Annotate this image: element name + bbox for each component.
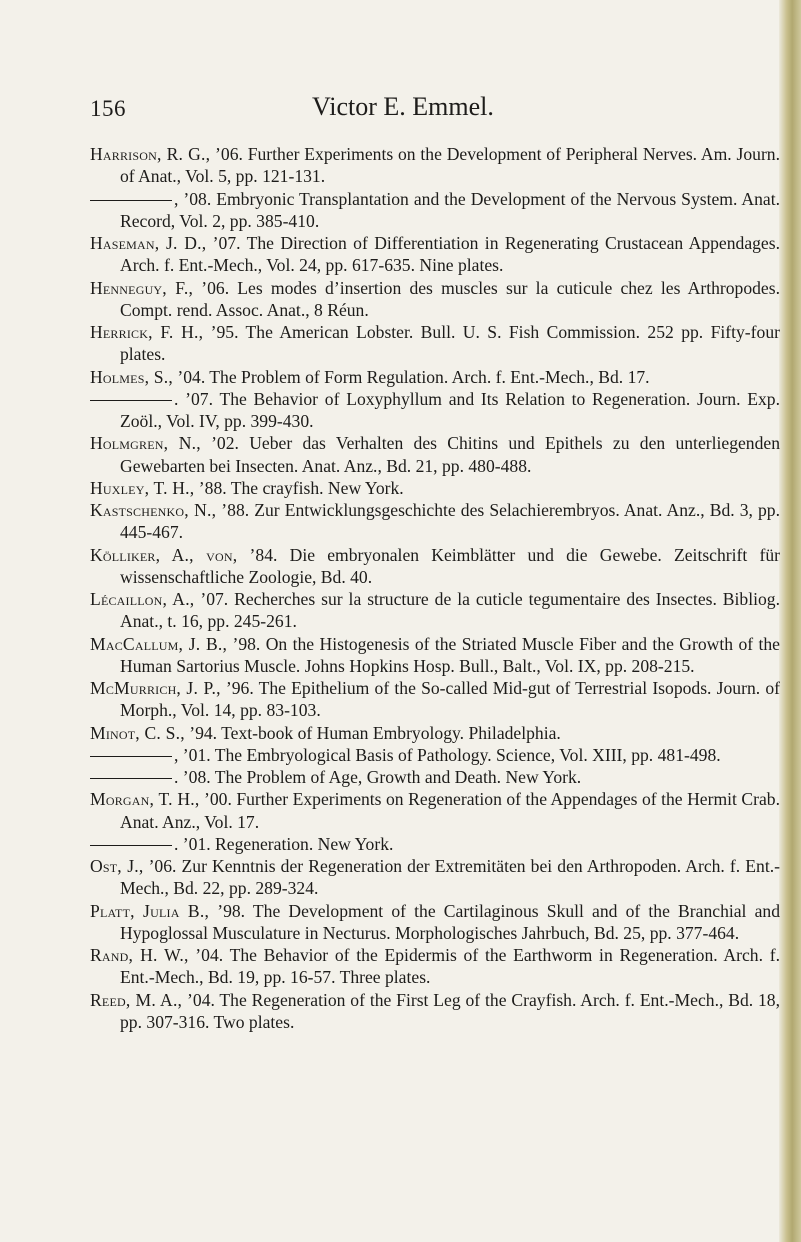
reference-text: ’98. On the Histogenesis of the Striated Muscle Fiber and the Growth of the Human Sartorius Muscle. Johns Hopkins Hosp. Bull., Balt., Vol. IX, pp. 208-215.: [120, 633, 780, 676]
ditto-dash: [90, 845, 172, 846]
reference-entry: [90, 766, 780, 788]
reference-author: Holmes, S.,: [90, 366, 173, 387]
reference-text: ’06. Zur Kenntnis der Regeneration der Extremitäten bei den Arthropoden. Arch. f. Ent.-Mech., Bd. 22, pp. 289-324.: [120, 856, 780, 899]
reference-author: Harrison, R. G.,: [90, 144, 211, 164]
reference-author: MacCallum, J. B.,: [90, 633, 228, 654]
reference-text: ’88. The crayfish. New York.: [194, 477, 404, 498]
reference-text: ’07. Recherches sur la structure de la cuticle tegumentaire des Insectes. Bibliog. Anat., t. 16, pp. 245-261.: [120, 589, 780, 632]
reference-entry: [90, 788, 780, 833]
reference-author: Holmgren, N.,: [90, 433, 201, 454]
reference-author: Kölliker, A., von,: [90, 544, 238, 565]
reference-author: Henneguy, F.,: [90, 277, 194, 298]
ditto-dash: [90, 200, 172, 201]
reference-author: Rand, H. W.,: [90, 945, 189, 965]
reference-author: Haseman, J. D.,: [90, 233, 207, 253]
reference-entry: [90, 677, 780, 722]
reference-entry: [90, 744, 780, 766]
reference-entry: [90, 232, 780, 277]
reference-text: ’00. Further Experiments on Regeneration of the Appendages of the Hermit Crab. Anat. Anz., Vol. 17.: [120, 789, 780, 832]
reference-text: ’07. The Direction of Differentiation in Regenerating Crustacean Appendages. Arch. f. Ent.-Mech., Vol. 24, pp. 617-635. Nine plates.: [120, 233, 780, 276]
reference-text: ’96. The Epithelium of the So-called Mid-gut of Terrestrial Isopods. Journ. of Morph., Vol. 14, pp. 83-103.: [120, 678, 780, 721]
reference-author: Ost, J.,: [90, 856, 144, 876]
reference-entry: [90, 544, 780, 589]
reference-entry: [90, 188, 780, 233]
reference-entry: [90, 900, 780, 945]
reference-text: ’98. The Development of the Cartilaginous Skull and of the Branchial and Hypoglossal Musculature in Necturus. Morphologisches Jahrbuch, Bd. 25, pp. 377-464.: [120, 900, 780, 943]
reference-text: ’94. Text-book of Human Embryology. Philadelphia.: [184, 722, 561, 743]
page-edge-shadow: [779, 0, 801, 1242]
page-header: [90, 78, 780, 121]
reference-author: Platt, Julia B.,: [90, 900, 210, 921]
reference-entry: [90, 277, 780, 322]
reference-entry: [90, 366, 780, 388]
reference-author: Minot, C. S.,: [90, 722, 185, 743]
reference-text: . ’01. Regeneration. New York.: [174, 833, 394, 854]
reference-list: [90, 143, 780, 1033]
reference-text: . ’08. The Problem of Age, Growth and Death. New York.: [174, 767, 582, 787]
reference-text: ’88. Zur Entwicklungsgeschichte des Selachierembryos. Anat. Anz., Bd. 3, pp. 445-467.: [120, 500, 781, 543]
ditto-dash: [90, 756, 172, 757]
reference-text: ’04. The Regeneration of the First Leg of the Crayfish. Arch. f. Ent.-Mech., Bd. 18, pp. 307-316. Two plates.: [120, 989, 781, 1032]
ditto-dash: [90, 778, 172, 779]
reference-entry: [90, 321, 780, 366]
reference-text: ’02. Ueber das Verhalten des Chitins und Epithels zu den unterliegenden Gewebarten bei Insecten. Anat. Anz., Bd. 21, pp. 480-488.: [120, 433, 781, 476]
ditto-dash: [90, 400, 172, 401]
reference-text: , ’08. Embryonic Transplantation and the Development of the Nervous System. Anat. Record, Vol. 2, pp. 385-410.: [120, 188, 780, 231]
reference-entry: [90, 722, 780, 744]
reference-entry: [90, 633, 780, 678]
reference-text: , ’01. The Embryological Basis of Pathology. Science, Vol. XIII, pp. 481-498.: [174, 744, 721, 765]
reference-entry: [90, 388, 780, 433]
reference-text: . ’07. The Behavior of Loxyphyllum and Its Relation to Regeneration. Journ. Exp. Zoöl., Vol. IV, pp. 399-430.: [120, 388, 780, 431]
reference-author: Herrick, F. H.,: [90, 322, 204, 342]
reference-entry: [90, 944, 780, 989]
reference-entry: [90, 989, 780, 1034]
reference-entry: [90, 833, 780, 855]
reference-author: Kastschenko, N.,: [90, 500, 217, 520]
reference-text: ’95. The American Lobster. Bull. U. S. Fish Commission. 252 pp. Fifty-four plates.: [120, 322, 780, 365]
reference-entry: [90, 499, 780, 544]
reference-entry: [90, 855, 780, 900]
page-number: 156: [90, 96, 126, 121]
running-title: Victor E. Emmel.: [312, 92, 494, 121]
reference-text: ’06. Further Experiments on the Development of Peripheral Nerves. Am. Journ. of Anat., Vol. 5, pp. 121-131.: [120, 144, 781, 187]
reference-author: Huxley, T. H.,: [90, 477, 195, 498]
reference-author: Lécaillon, A.,: [90, 589, 195, 609]
reference-text: ’04. The Behavior of the Epidermis of the Earthworm in Regeneration. Arch. f. Ent.-Mech., Bd. 19, pp. 16-57. Three plates.: [120, 945, 780, 988]
reference-author: Reed, M. A.,: [90, 989, 183, 1010]
reference-entry: [90, 588, 780, 633]
reference-entry: [90, 432, 780, 477]
reference-text: ’04. The Problem of Form Regulation. Arch. f. Ent.-Mech., Bd. 17.: [172, 366, 650, 387]
reference-text: ’84. Die embryonalen Keimblätter und die Gewebe. Zeitschrift für wissenschaftliche Zoologie, Bd. 40.: [120, 544, 780, 587]
reference-entry: [90, 143, 780, 188]
reference-author: Morgan, T. H.,: [90, 789, 200, 810]
reference-entry: [90, 477, 780, 499]
reference-text: ’06. Les modes d’insertion des muscles sur la cuticule chez les Arthropodes. Compt. rend. Assoc. Anat., 8 Réun.: [120, 277, 780, 320]
reference-author: McMurrich, J. P.,: [90, 678, 221, 698]
